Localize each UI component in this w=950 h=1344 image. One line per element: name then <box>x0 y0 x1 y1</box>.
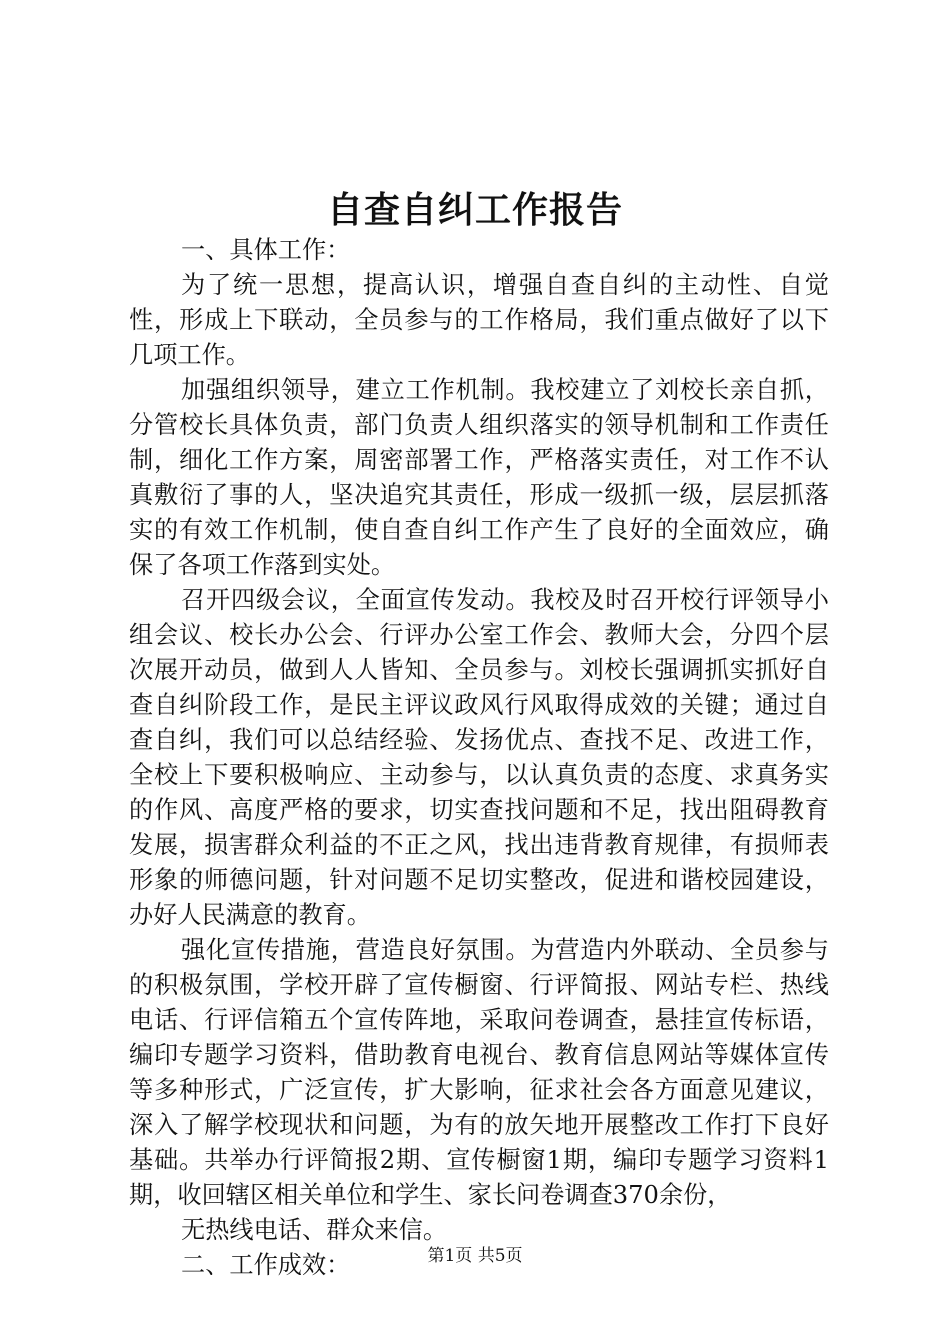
body-paragraph: 无热线电话、群众来信。 <box>181 1216 448 1244</box>
body-paragraph: 加强组织领导，建立工作机制。我校建立了刘校长亲自抓，分管校长具体负责，部门负责人组织落实的领导机制和工作责任制，细化工作方案，周密部署工作，严格落实责任，对工作不认真敷衍了事的人，坚决追究其责任，形成一级抓一级，层层抓落实的有效工作机制，使自查自纠工作产生了良好的全面效应，确保了各项工作落到实处。 <box>129 376 829 579</box>
body-paragraph: 强化宣传措施，营造良好氛围。为营造内外联动、全员参与的积极氛围，学校开辟了宣传橱窗、行评简报、网站专栏、热线电话、行评信箱五个宣传阵地，采取问卷调查，悬挂宣传标语，编印专题学习资料，借助教育电视台、教育信息网站等媒体宣传等多种形式，广泛宣传，扩大影响，征求社会各方面意见建议，深入了解学校现状和问题，为有的放矢地开展整改工作打下良好基础。共举办行评简报2期、宣传橱窗1期，编印专题学习资料1期，收回辖区相关单位和学生、家长问卷调查370余份， <box>129 936 829 1209</box>
section-heading-1: 一、具体工作： <box>181 236 351 264</box>
section-heading-2: 二、工作成效： <box>181 1251 351 1279</box>
body-paragraph: 召开四级会议，全面宣传发动。我校及时召开校行评领导小组会议、校长办公会、行评办公室工作会、教师大会，分四个层次展开动员，做到人人皆知、全员参与。刘校长强调抓实抓好自查自纠阶段工作，是民主评议政风行风取得成效的关键；通过自查自纠，我们可以总结经验、发扬优点、查找不足、改进工作，全校上下要积极响应、主动参与，以认真负责的态度、求真务实的作风、高度严格的要求，切实查找问题和不足，找出阻碍教育发展，损害群众利益的不正之风，找出违背教育规律，有损师表形象的师德问题，针对问题不足切实整改，促进和谐校园建设，办好人民满意的教育。 <box>129 586 829 929</box>
document-title: 自查自纠工作报告 <box>326 189 623 231</box>
body-paragraph: 为了统一思想，提高认识，增强自查自纠的主动性、自觉性，形成上下联动，全员参与的工作格局，我们重点做好了以下几项工作。 <box>129 271 829 369</box>
page-footer: 第1页 共5页 <box>427 1246 523 1266</box>
document-body <box>129 233 829 1283</box>
